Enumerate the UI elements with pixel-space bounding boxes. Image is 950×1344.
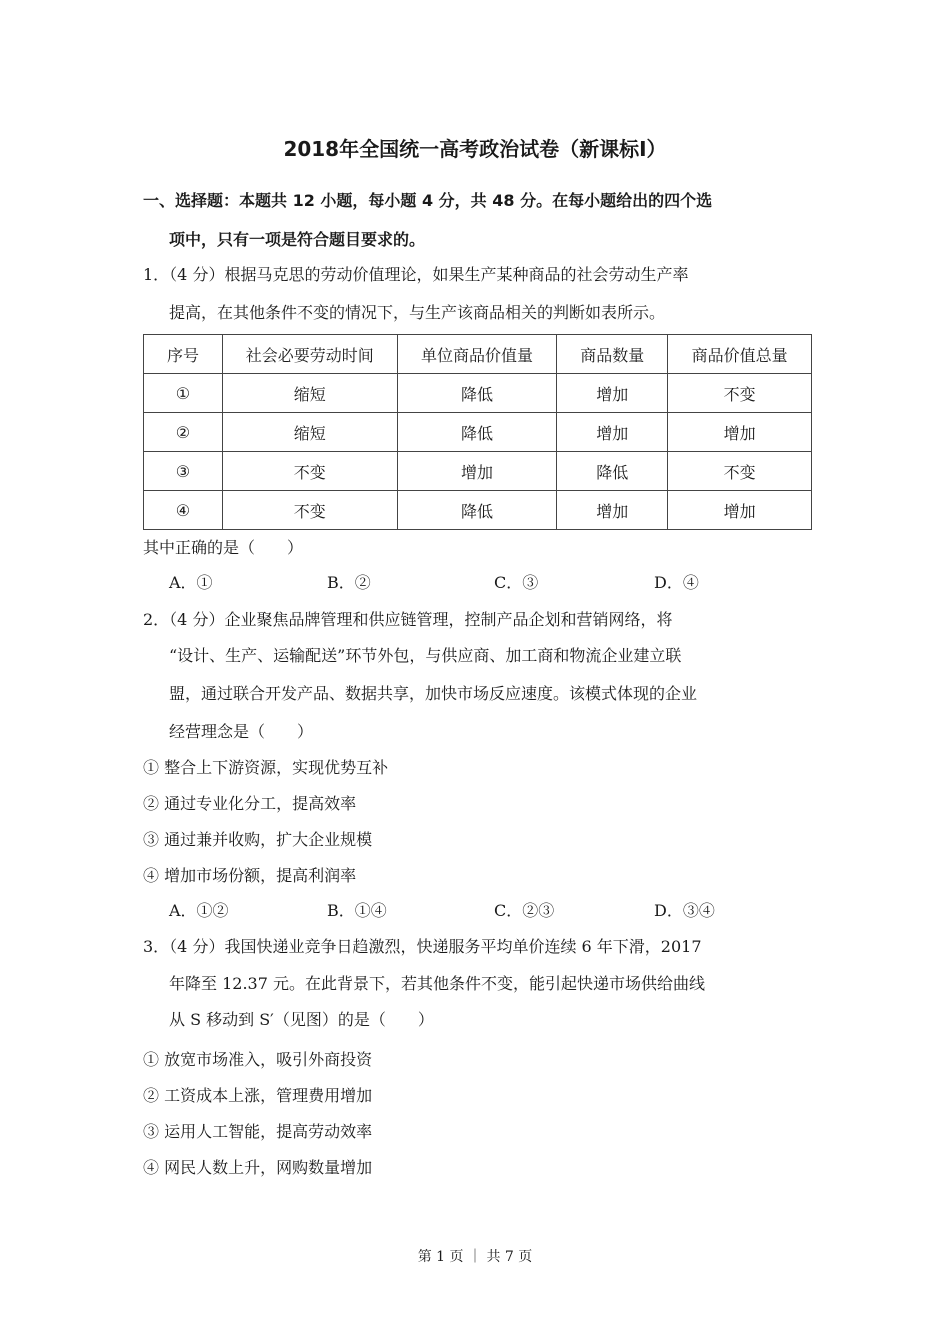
- table-header-cell: 商品数量: [557, 335, 668, 374]
- table-header-row: [144, 335, 812, 374]
- table-header-cell: 社会必要劳动时间: [222, 335, 397, 374]
- table-cell: ①: [144, 374, 223, 413]
- page-title: 2018年全国统一高考政治试卷（新课标Ⅰ）: [283, 137, 667, 161]
- table-cell: 增加: [557, 491, 668, 530]
- q1-stem: 其中正确的是（ ）: [143, 538, 304, 557]
- table-row: [144, 374, 812, 413]
- table-cell: 增加: [557, 413, 668, 452]
- table-cell: ③: [144, 452, 223, 491]
- q2-option-d[interactable]: D．③④: [654, 901, 715, 920]
- table-cell: 不变: [668, 452, 812, 491]
- table-row: [144, 491, 812, 530]
- q1-line2: 提高，在其他条件不变的情况下，与生产该商品相关的判断如表所示。: [169, 303, 666, 322]
- table-row: [144, 452, 812, 491]
- q2-option-b[interactable]: B．①④: [327, 901, 387, 920]
- q2-line1: 2．（4 分）企业聚焦品牌管理和供应链管理，控制产品企划和营销网络，将: [143, 610, 673, 629]
- q3-line3: 从 S 移动到 S′（见图）的是（ ）: [169, 1010, 434, 1029]
- q2-option-c[interactable]: C．②③: [494, 901, 555, 920]
- table-cell: 增加: [397, 452, 557, 491]
- table-cell: 降低: [397, 413, 557, 452]
- q2-item: ② 通过专业化分工，提高效率: [143, 794, 357, 813]
- table-header-cell: 序号: [144, 335, 223, 374]
- q2-option-a[interactable]: A．①②: [169, 901, 229, 920]
- q3-item: ② 工资成本上涨，管理费用增加: [143, 1086, 373, 1105]
- table-cell: 缩短: [222, 374, 397, 413]
- q1-option-c[interactable]: C．③: [494, 573, 539, 592]
- q1-table: [143, 334, 812, 530]
- q2-line4: 经营理念是（ ）: [169, 722, 314, 741]
- table-cell: 不变: [222, 452, 397, 491]
- table-cell: 降低: [397, 374, 557, 413]
- table-header-cell: 商品价值总量: [668, 335, 812, 374]
- q2-item: ③ 通过兼并收购，扩大企业规模: [143, 830, 373, 849]
- table-cell: 不变: [222, 491, 397, 530]
- table-cell: 增加: [557, 374, 668, 413]
- q3-item: ① 放宽市场准入，吸引外商投资: [143, 1050, 373, 1069]
- table-cell: 增加: [668, 491, 812, 530]
- q1-option-b[interactable]: B．②: [327, 573, 371, 592]
- section-heading-line1: 一、选择题：本题共 12 小题，每小题 4 分，共 48 分。在每小题给出的四个选: [143, 191, 713, 210]
- q2-item: ④ 增加市场份额，提高利润率: [143, 866, 357, 885]
- q3-item: ③ 运用人工智能，提高劳动效率: [143, 1122, 373, 1141]
- q3-line1: 3．（4 分）我国快递业竞争日趋激烈，快递服务平均单价连续 6 年下滑，2017: [143, 937, 702, 956]
- table-cell: 增加: [668, 413, 812, 452]
- table-cell: 缩短: [222, 413, 397, 452]
- q1-option-a[interactable]: A．①: [169, 573, 213, 592]
- q2-line3: 盟，通过联合开发产品、数据共享，加快市场反应速度。该模式体现的企业: [169, 684, 698, 703]
- table-row: [144, 413, 812, 452]
- table-cell: 不变: [668, 374, 812, 413]
- q2-line2: “设计、生产、运输配送”环节外包，与供应商、加工商和物流企业建立联: [169, 646, 682, 665]
- q2-item: ① 整合上下游资源，实现优势互补: [143, 758, 389, 777]
- table-cell: ④: [144, 491, 223, 530]
- q1-option-d[interactable]: D．④: [654, 573, 699, 592]
- table-cell: ②: [144, 413, 223, 452]
- table-cell: 降低: [397, 491, 557, 530]
- q1-line1: 1．（4 分）根据马克思的劳动价值理论，如果生产某种商品的社会劳动生产率: [143, 265, 689, 284]
- table-cell: 降低: [557, 452, 668, 491]
- q3-line2: 年降至 12.37 元。在此背景下，若其他条件不变，能引起快递市场供给曲线: [169, 974, 705, 993]
- table-header-cell: 单位商品价值量: [397, 335, 557, 374]
- section-heading-line2: 项中，只有一项是符合题目要求的。: [169, 230, 426, 249]
- q3-item: ④ 网民人数上升，网购数量增加: [143, 1158, 373, 1177]
- page-footer: 第 1 页 ｜ 共 7 页: [417, 1249, 533, 1265]
